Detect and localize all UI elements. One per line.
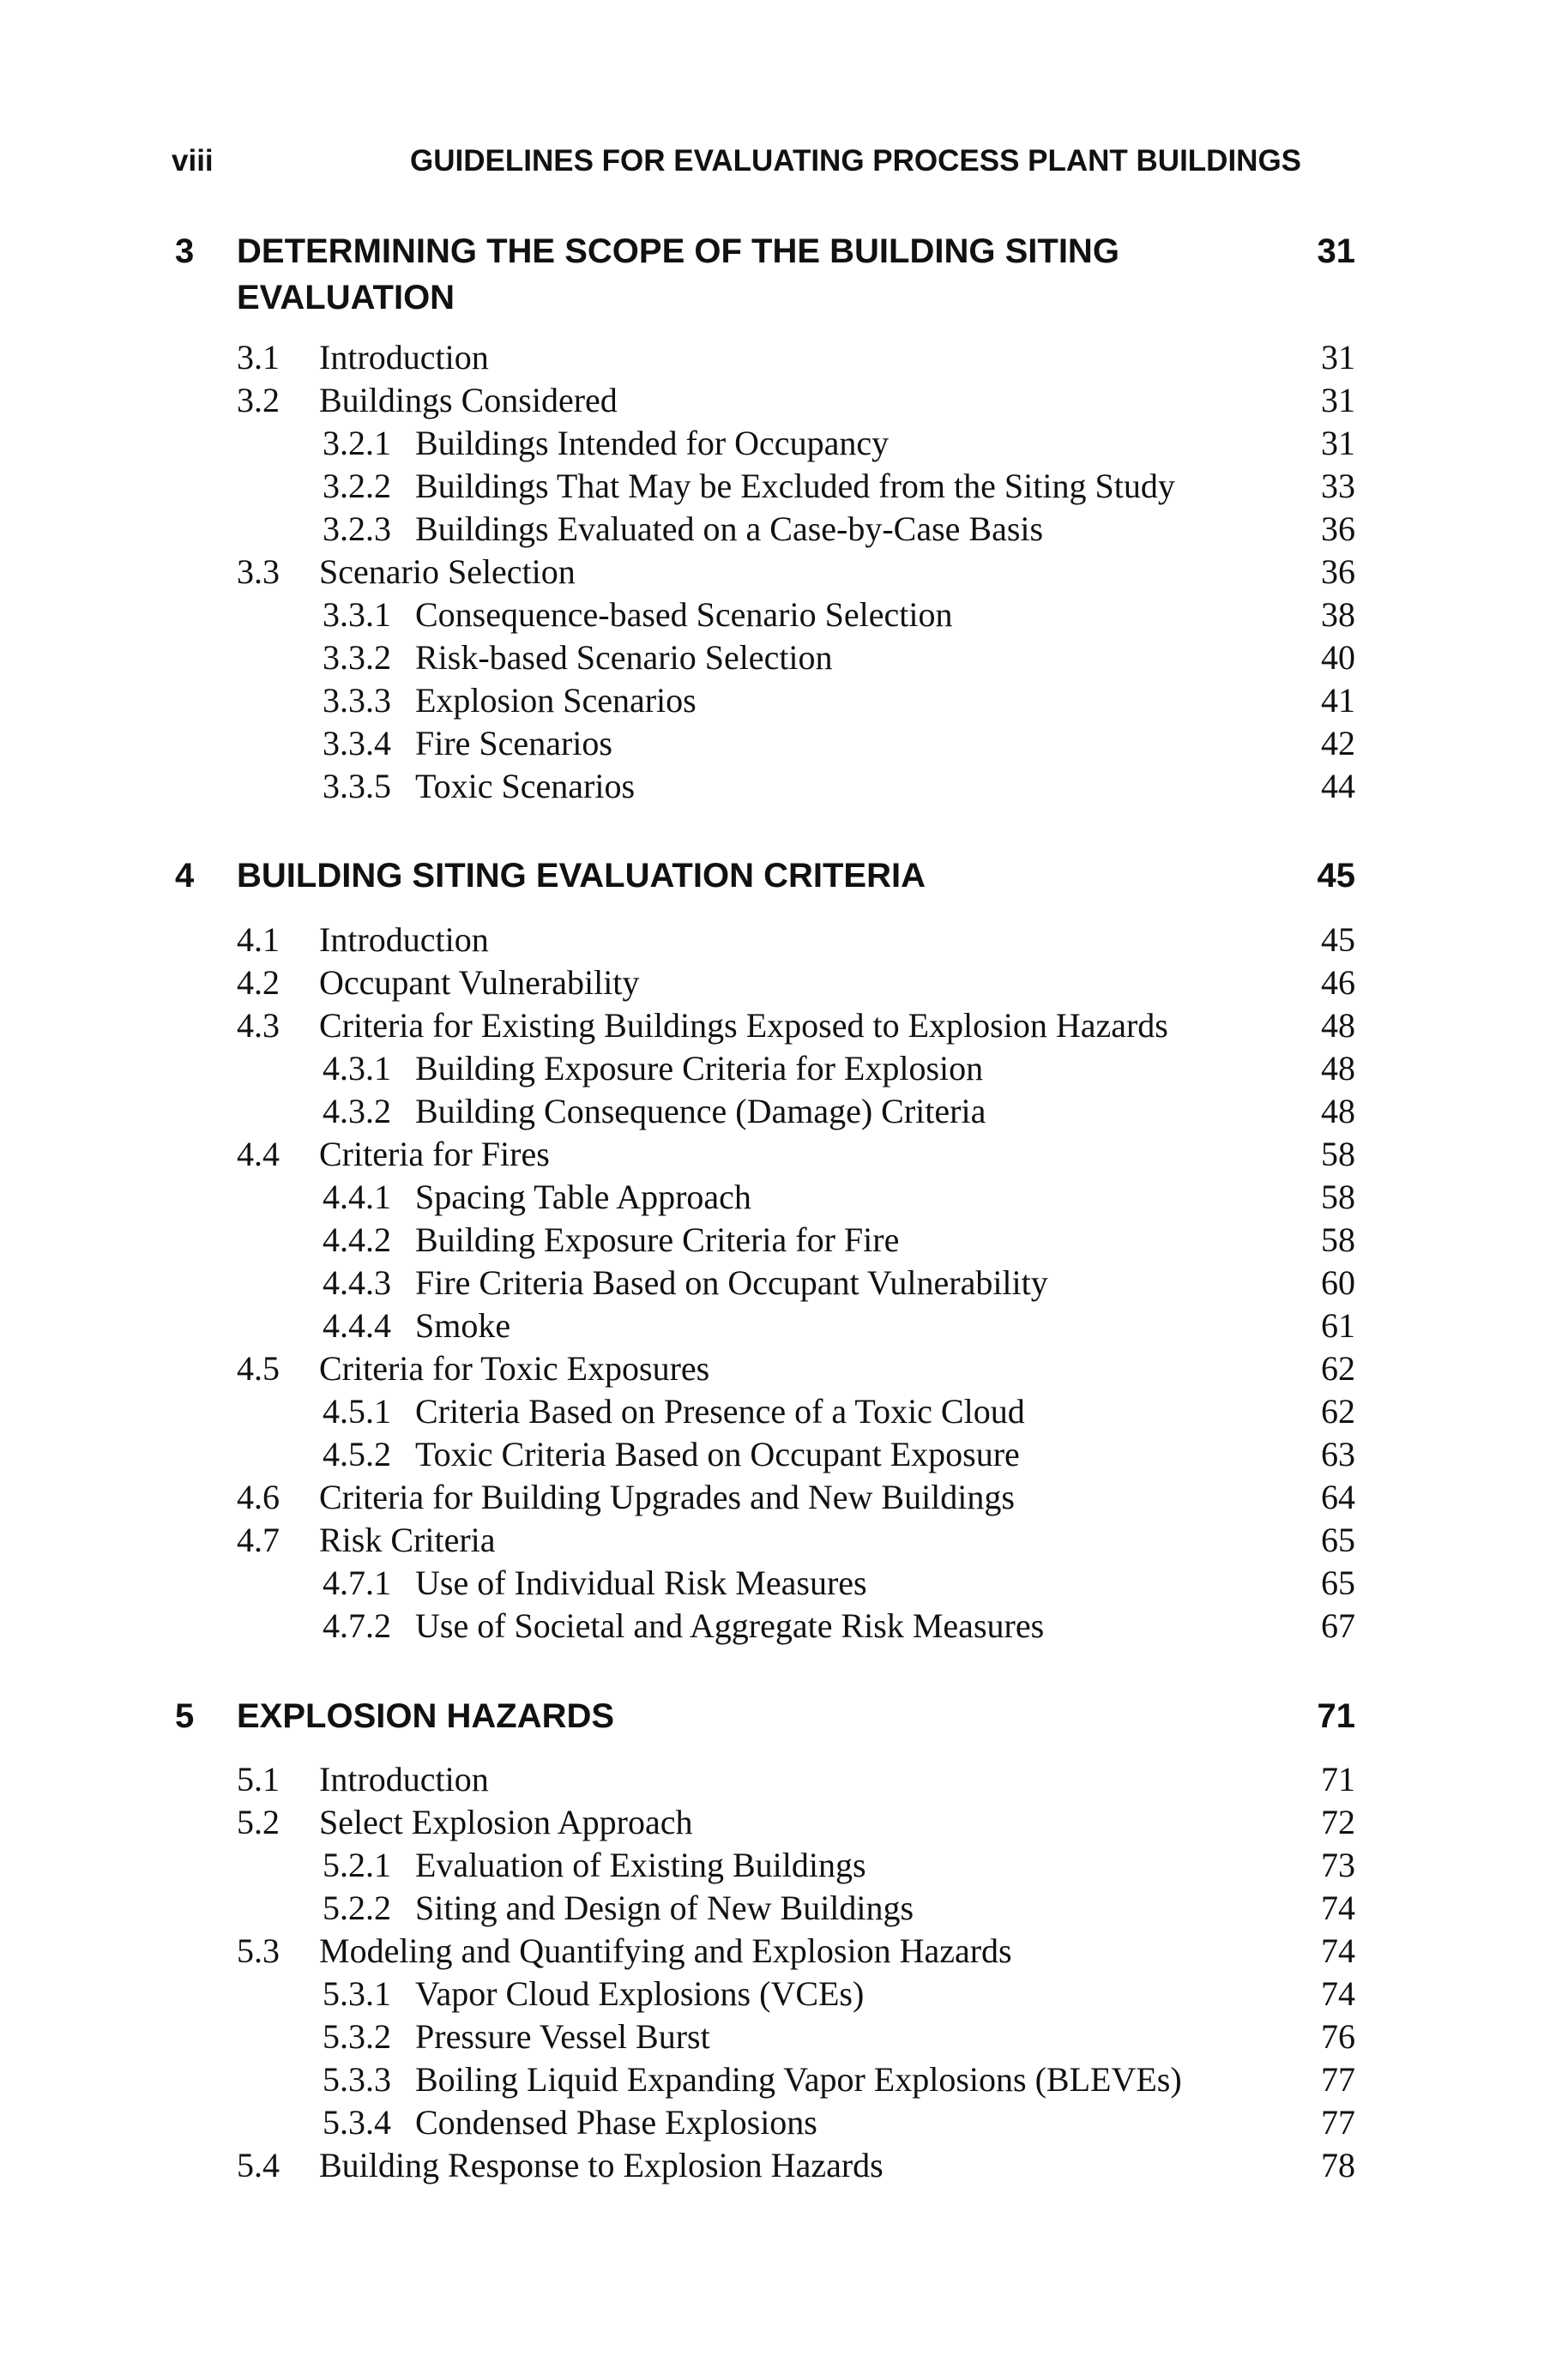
- toc-section-entry[interactable]: [0, 1758, 1544, 1801]
- section-title: Use of Societal and Aggregate Risk Measures: [415, 1606, 1045, 1645]
- section-number: 3.3.3: [323, 681, 391, 720]
- toc-section-entry[interactable]: [0, 379, 1544, 422]
- toc-subsection-entry[interactable]: [0, 422, 1544, 465]
- toc-subsection-entry[interactable]: [0, 679, 1544, 722]
- page-number: 42: [1321, 724, 1355, 762]
- page-number: 76: [1321, 2017, 1355, 2056]
- section-number: 3.3.2: [323, 638, 391, 677]
- section-number: 5.1: [237, 1760, 280, 1799]
- page-number: 74: [1321, 1974, 1355, 2013]
- section-title: Spacing Table Approach: [415, 1178, 751, 1216]
- toc-section-entry[interactable]: [0, 1801, 1544, 1844]
- page-number: 72: [1321, 1803, 1355, 1841]
- page-number: 61: [1321, 1306, 1355, 1345]
- section-title: Scenario Selection: [319, 552, 576, 591]
- section-title: Condensed Phase Explosions: [415, 2103, 817, 2142]
- toc-subsection-entry[interactable]: [0, 765, 1544, 808]
- toc-section-entry[interactable]: [0, 2144, 1544, 2187]
- toc-subsection-entry[interactable]: [0, 1262, 1544, 1304]
- section-title: Consequence-based Scenario Selection: [415, 595, 953, 634]
- section-number: 4.3: [237, 1006, 280, 1045]
- section-number: 3.2.3: [323, 509, 391, 548]
- section-number: 5.2.1: [323, 1846, 391, 1884]
- chapter-title: BUILDING SITING EVALUATION CRITERIA: [237, 857, 926, 895]
- section-number: 5.2.2: [323, 1889, 391, 1927]
- section-number: 3.3: [237, 552, 280, 591]
- section-number: 3.3.5: [323, 767, 391, 805]
- section-number: 5.3.3: [323, 2060, 391, 2099]
- section-number: 3.1: [237, 338, 280, 377]
- section-title: Smoke: [415, 1306, 511, 1345]
- page-number: 48: [1321, 1092, 1355, 1130]
- toc-section-entry[interactable]: [0, 1930, 1544, 1973]
- toc-subsection-entry[interactable]: [0, 2058, 1544, 2101]
- toc-subsection-entry[interactable]: [0, 593, 1544, 636]
- chapter-number: 3: [175, 232, 195, 270]
- toc-section-entry[interactable]: [0, 961, 1544, 1004]
- page-number: 62: [1321, 1349, 1355, 1388]
- chapter-title: DETERMINING THE SCOPE OF THE BUILDING SITING EVALUATION: [237, 232, 1119, 316]
- page-number: 38: [1321, 595, 1355, 634]
- section-title: Siting and Design of New Buildings: [415, 1889, 914, 1927]
- chapter-4-entries: [0, 919, 1544, 1648]
- section-title: Building Response to Explosion Hazards: [319, 2146, 884, 2184]
- page-number: 41: [1321, 681, 1355, 720]
- section-number: 4.4.4: [323, 1306, 391, 1345]
- page-number: 64: [1321, 1478, 1355, 1516]
- chapter-page: 45: [1317, 857, 1355, 895]
- chapter-page: 71: [1317, 1697, 1355, 1735]
- toc-subsection-entry[interactable]: [0, 1562, 1544, 1605]
- toc-section-entry[interactable]: [0, 919, 1544, 961]
- section-title: Use of Individual Risk Measures: [415, 1564, 867, 1602]
- page-number: 40: [1321, 638, 1355, 677]
- section-number: 5.4: [237, 2146, 280, 2184]
- section-title: Fire Criteria Based on Occupant Vulnerability: [415, 1263, 1048, 1302]
- page-number: 44: [1321, 767, 1355, 805]
- section-number: 3.2: [237, 381, 280, 419]
- section-number: 4.3.1: [323, 1049, 391, 1088]
- page-number: 58: [1321, 1178, 1355, 1216]
- toc-section-entry[interactable]: [0, 1347, 1544, 1390]
- page-number: 77: [1321, 2060, 1355, 2099]
- section-title: Buildings That May be Excluded from the Siting Study: [415, 467, 1175, 505]
- section-number: 4.7.2: [323, 1606, 391, 1645]
- page-number: 48: [1321, 1006, 1355, 1045]
- toc-subsection-entry[interactable]: [0, 2015, 1544, 2058]
- section-title: Criteria for Building Upgrades and New Buildings: [319, 1478, 1015, 1516]
- toc-subsection-entry[interactable]: [0, 2101, 1544, 2144]
- toc-subsection-entry[interactable]: [0, 722, 1544, 765]
- section-number: 4.7.1: [323, 1564, 391, 1602]
- page-number: 46: [1321, 963, 1355, 1002]
- running-title: GUIDELINES FOR EVALUATING PROCESS PLANT BUILDINGS: [410, 144, 1302, 178]
- page-number: 71: [1321, 1760, 1355, 1799]
- section-title: Introduction: [319, 338, 489, 377]
- toc-subsection-entry[interactable]: [0, 1844, 1544, 1887]
- section-number: 3.2.1: [323, 424, 391, 462]
- page-number: 78: [1321, 2146, 1355, 2184]
- page-number: 74: [1321, 1889, 1355, 1927]
- toc-section-entry[interactable]: [0, 336, 1544, 379]
- toc-subsection-entry[interactable]: [0, 1433, 1544, 1476]
- section-title: Introduction: [319, 1760, 489, 1799]
- toc-subsection-entry[interactable]: [0, 1304, 1544, 1347]
- toc-subsection-entry[interactable]: [0, 1176, 1544, 1219]
- chapter-page: 31: [1317, 232, 1355, 270]
- chapter-number: 4: [175, 857, 195, 895]
- chapter-number: 5: [175, 1697, 195, 1735]
- toc-subsection-entry[interactable]: [0, 508, 1544, 551]
- section-title: Criteria for Toxic Exposures: [319, 1349, 710, 1388]
- page-number: 67: [1321, 1606, 1355, 1645]
- page-number: 31: [1321, 424, 1355, 462]
- section-title: Risk Criteria: [319, 1521, 496, 1559]
- section-title: Building Exposure Criteria for Fire: [415, 1220, 900, 1259]
- section-title: Buildings Intended for Occupancy: [415, 424, 890, 462]
- page-number: 31: [1321, 381, 1355, 419]
- section-number: 5.3.1: [323, 1974, 391, 2013]
- section-number: 3.3.1: [323, 595, 391, 634]
- section-number: 4.7: [237, 1521, 280, 1559]
- toc-subsection-entry[interactable]: [0, 1390, 1544, 1433]
- section-title: Buildings Considered: [319, 381, 618, 419]
- toc-subsection-entry[interactable]: [0, 1887, 1544, 1930]
- page-number: 33: [1321, 467, 1355, 505]
- toc-subsection-entry[interactable]: [0, 636, 1544, 679]
- toc-subsection-entry[interactable]: [0, 1047, 1544, 1090]
- section-number: 4.4.3: [323, 1263, 391, 1302]
- section-title: Criteria for Existing Buildings Exposed to Explosion Hazards: [319, 1006, 1168, 1045]
- page-number: 58: [1321, 1220, 1355, 1259]
- section-number: 5.3.2: [323, 2017, 391, 2056]
- section-number: 5.3: [237, 1931, 280, 1970]
- section-title: Fire Scenarios: [415, 724, 612, 762]
- section-number: 5.2: [237, 1803, 280, 1841]
- section-title: Evaluation of Existing Buildings: [415, 1846, 866, 1884]
- toc-subsection-entry[interactable]: [0, 465, 1544, 508]
- page-number: 73: [1321, 1846, 1355, 1884]
- page-number: 36: [1321, 509, 1355, 548]
- section-title: Introduction: [319, 920, 489, 959]
- page-number: 58: [1321, 1135, 1355, 1173]
- section-number: 4.5.2: [323, 1435, 391, 1473]
- page-number: 31: [1321, 338, 1355, 377]
- chapter-5-entries: [0, 1758, 1544, 2187]
- toc-subsection-entry[interactable]: [0, 1090, 1544, 1133]
- toc-section-entry[interactable]: [0, 1133, 1544, 1176]
- page-number: 62: [1321, 1392, 1355, 1431]
- section-number: 5.3.4: [323, 2103, 391, 2142]
- section-title: Buildings Evaluated on a Case-by-Case Basis: [415, 509, 1044, 548]
- page-number: 63: [1321, 1435, 1355, 1473]
- section-title: Pressure Vessel Burst: [415, 2017, 710, 2056]
- section-number: 4.4.2: [323, 1220, 391, 1259]
- toc-subsection-entry[interactable]: [0, 1219, 1544, 1262]
- section-title: Toxic Criteria Based on Occupant Exposure: [415, 1435, 1020, 1473]
- section-number: 4.4: [237, 1135, 280, 1173]
- page-number: 36: [1321, 552, 1355, 591]
- toc-subsection-entry[interactable]: [0, 1605, 1544, 1648]
- toc-section-entry[interactable]: [0, 1519, 1544, 1562]
- toc-section-entry[interactable]: [0, 551, 1544, 593]
- page-number: 65: [1321, 1521, 1355, 1559]
- toc-subsection-entry[interactable]: [0, 1973, 1544, 2015]
- section-number: 4.2: [237, 963, 280, 1002]
- page-number: viii: [172, 144, 214, 178]
- section-title: Building Exposure Criteria for Explosion: [415, 1049, 984, 1088]
- chapter-title: EXPLOSION HAZARDS: [237, 1697, 615, 1735]
- section-title: Modeling and Quantifying and Explosion Hazards: [319, 1931, 1012, 1970]
- section-number: 3.3.4: [323, 724, 391, 762]
- section-title: Vapor Cloud Explosions (VCEs): [415, 1974, 865, 2013]
- page-number: 60: [1321, 1263, 1355, 1302]
- page-number: 65: [1321, 1564, 1355, 1602]
- chapter-3-entries: [0, 336, 1544, 808]
- section-title: Explosion Scenarios: [415, 681, 697, 720]
- page-number: 45: [1321, 920, 1355, 959]
- section-title: Risk-based Scenario Selection: [415, 638, 833, 677]
- section-title: Boiling Liquid Expanding Vapor Explosions (BLEVEs): [415, 2060, 1182, 2099]
- section-number: 4.4.1: [323, 1178, 391, 1216]
- page-number: 77: [1321, 2103, 1355, 2142]
- section-title: Occupant Vulnerability: [319, 963, 640, 1002]
- page-number: 48: [1321, 1049, 1355, 1088]
- section-number: 4.3.2: [323, 1092, 391, 1130]
- section-number: 4.1: [237, 920, 280, 959]
- section-title: Toxic Scenarios: [415, 767, 636, 805]
- toc-section-entry[interactable]: [0, 1476, 1544, 1519]
- toc-section-entry[interactable]: [0, 1004, 1544, 1047]
- section-title: Criteria for Fires: [319, 1135, 550, 1173]
- section-title: Criteria Based on Presence of a Toxic Cloud: [415, 1392, 1025, 1431]
- section-title: Building Consequence (Damage) Criteria: [415, 1092, 986, 1130]
- page-number: 74: [1321, 1931, 1355, 1970]
- section-title: Select Explosion Approach: [319, 1803, 693, 1841]
- section-number: 4.6: [237, 1478, 280, 1516]
- section-number: 4.5.1: [323, 1392, 391, 1431]
- section-number: 3.2.2: [323, 467, 391, 505]
- section-number: 4.5: [237, 1349, 280, 1388]
